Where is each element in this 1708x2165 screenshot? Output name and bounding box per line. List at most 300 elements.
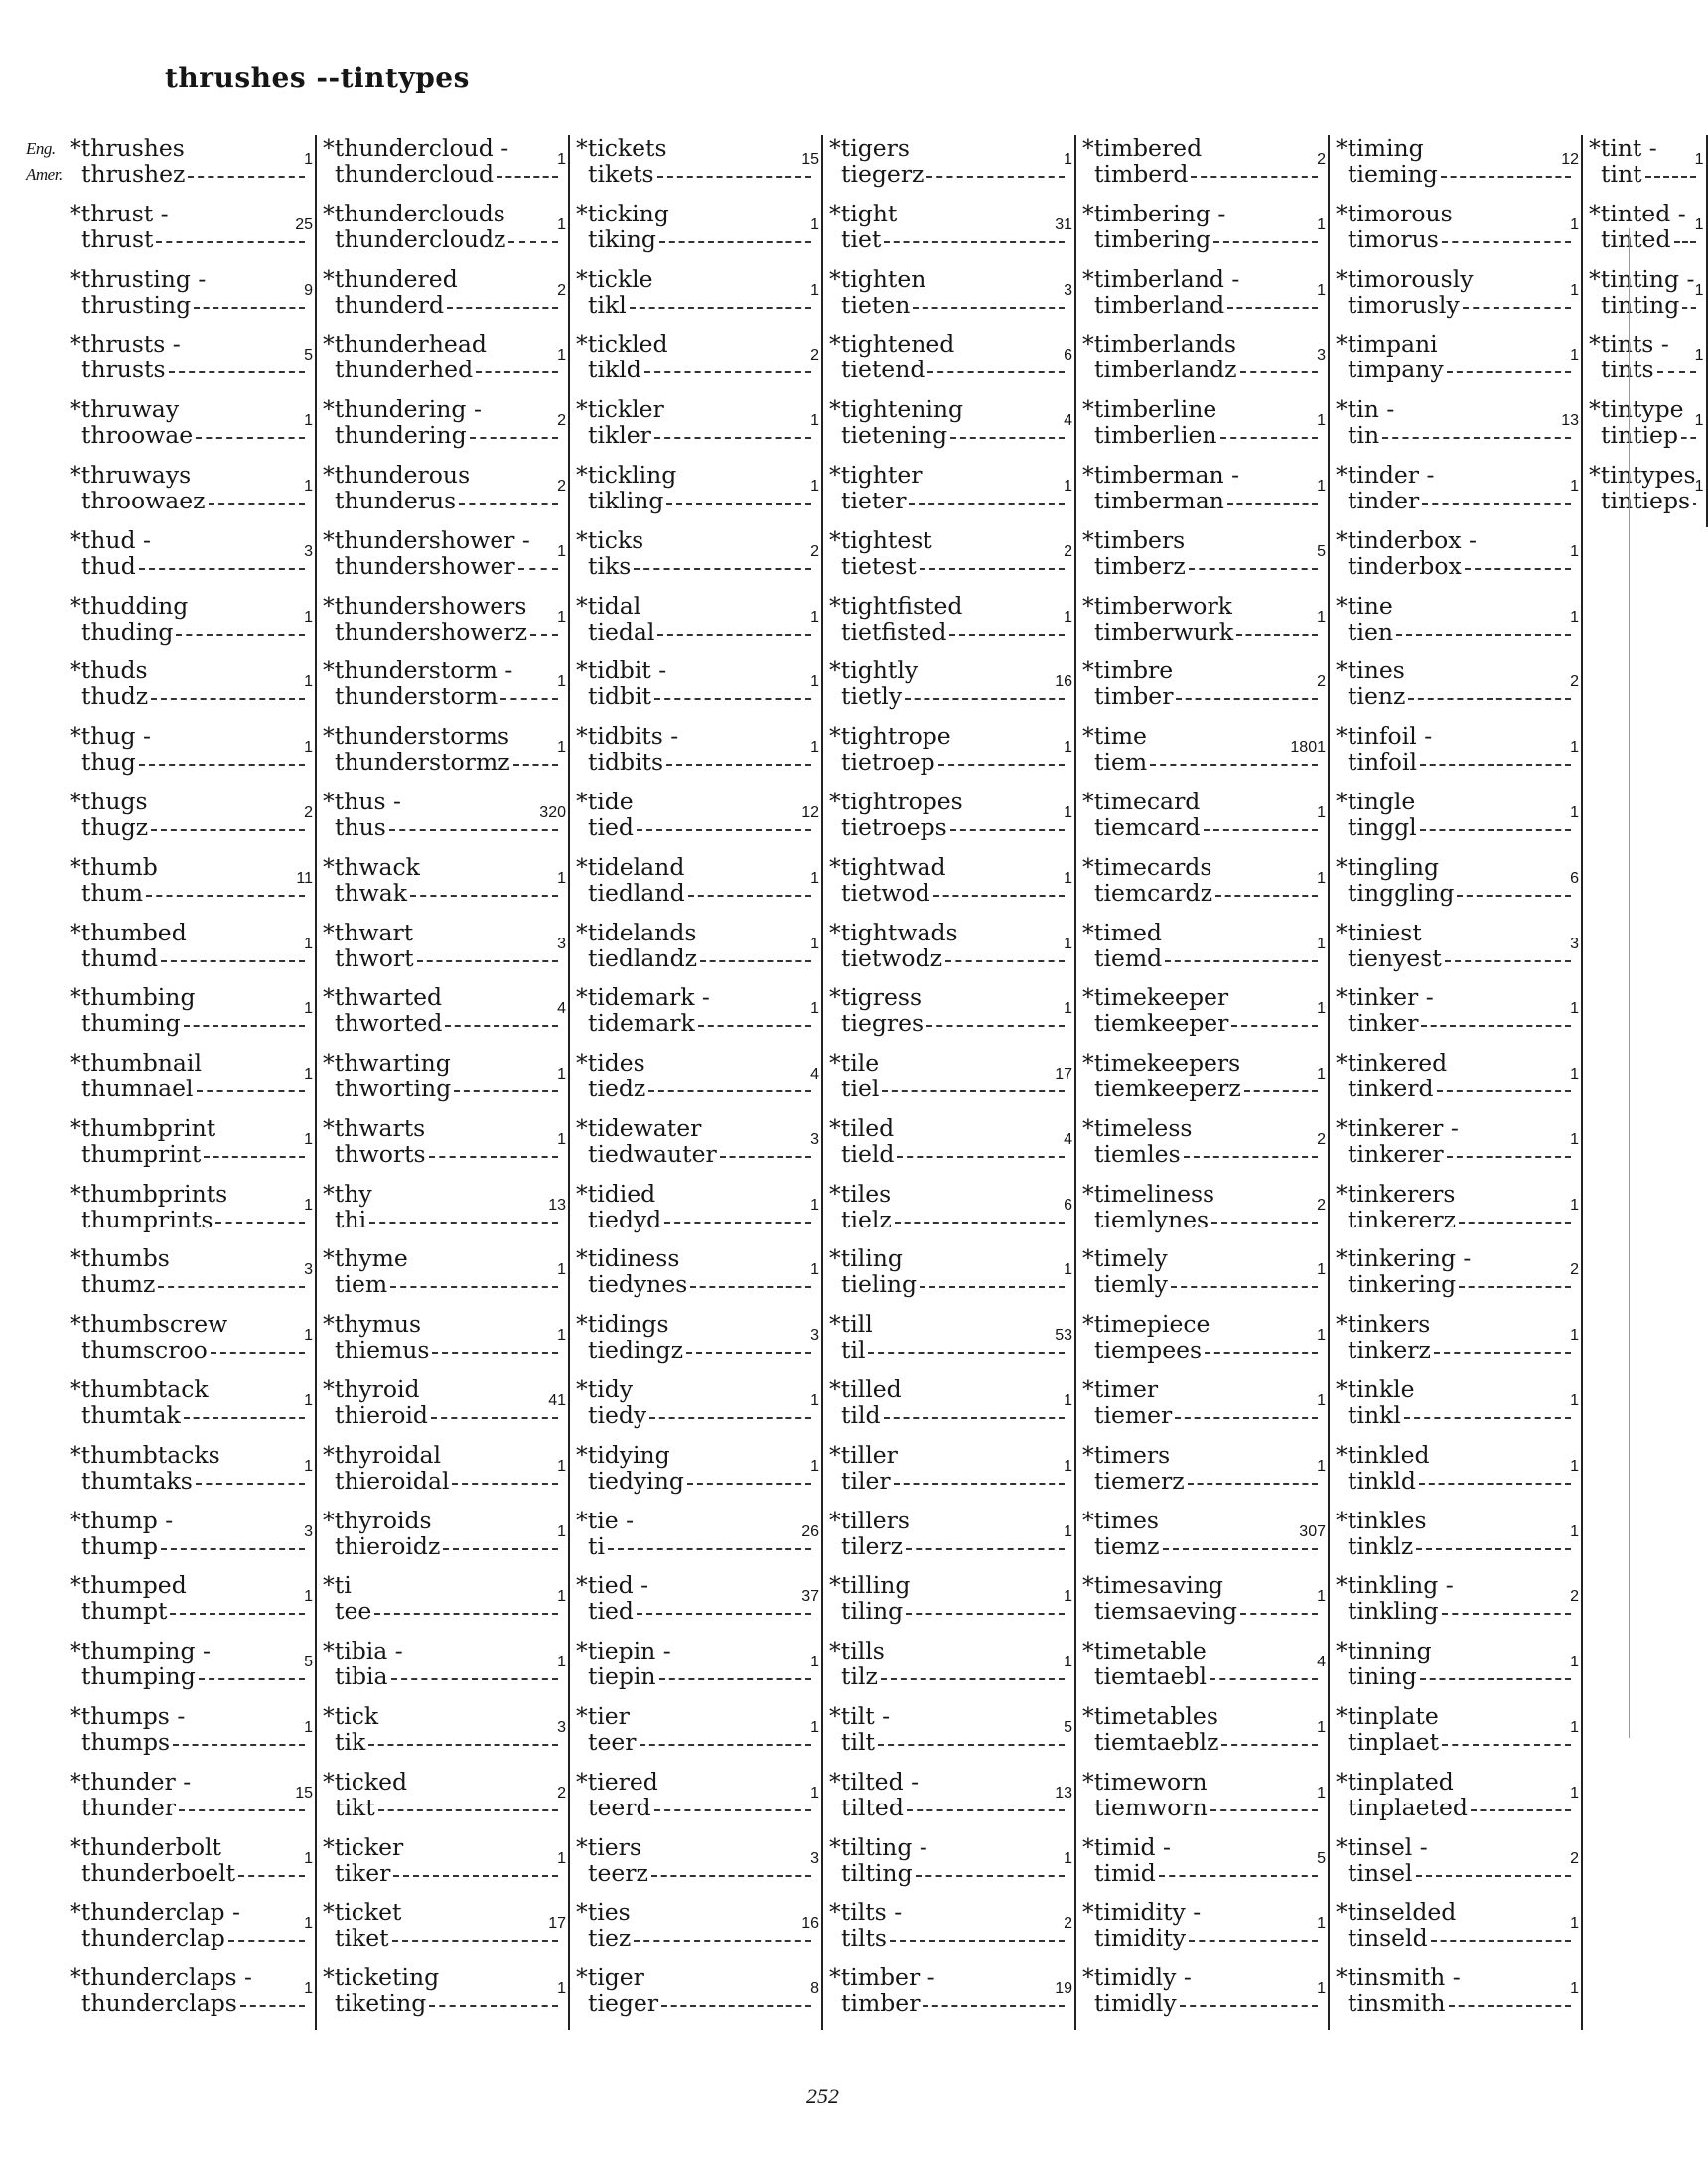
american-spelling-row bbox=[70, 1598, 305, 1624]
dotted-leader bbox=[161, 960, 305, 962]
american-spelling-row bbox=[323, 292, 558, 318]
frequency-count: 3 bbox=[557, 935, 566, 952]
word-entry bbox=[317, 1964, 570, 2030]
english-spelling: *timorously bbox=[1336, 264, 1474, 293]
american-spelling: tinplaet bbox=[1348, 1728, 1440, 1757]
frequency-count: 1 bbox=[1570, 542, 1579, 560]
frequency-count: 1 bbox=[1064, 1392, 1072, 1410]
frequency-count: 1 bbox=[557, 151, 566, 168]
american-spelling: thi bbox=[335, 1205, 367, 1233]
english-spelling: *tiepin - bbox=[576, 1637, 671, 1665]
word-entry bbox=[1076, 1311, 1330, 1376]
american-spelling: tinklz bbox=[1348, 1531, 1414, 1560]
american-spelling: thrusts bbox=[81, 356, 166, 384]
dotted-leader bbox=[657, 176, 811, 178]
american-spelling: tiempees bbox=[1094, 1336, 1203, 1365]
american-spelling: tinderbox bbox=[1348, 551, 1462, 580]
dotted-leader bbox=[634, 1940, 811, 1942]
dotted-leader bbox=[644, 371, 811, 373]
american-spelling: throowaez bbox=[81, 486, 206, 514]
dotted-leader bbox=[654, 1809, 811, 1811]
english-spelling: *timely bbox=[1082, 1244, 1168, 1273]
frequency-count: 1 bbox=[304, 1130, 313, 1148]
american-spelling: timberlien bbox=[1094, 421, 1217, 450]
dotted-leader bbox=[238, 1875, 305, 1877]
dotted-leader bbox=[391, 1678, 558, 1680]
dotted-leader bbox=[657, 634, 811, 636]
word-entry bbox=[1076, 135, 1330, 201]
american-spelling-row bbox=[70, 1010, 305, 1036]
english-spelling: *thumbtack bbox=[70, 1375, 209, 1404]
american-spelling-row bbox=[829, 1990, 1065, 2016]
frequency-count: 8 bbox=[810, 1980, 819, 1998]
frequency-count: 4 bbox=[557, 1000, 566, 1018]
dotted-leader bbox=[1645, 176, 1696, 178]
frequency-count: 16 bbox=[1055, 673, 1072, 691]
english-spelling: *tiles bbox=[829, 1179, 892, 1208]
american-spelling: tinkld bbox=[1348, 1466, 1416, 1495]
frequency-count: 6 bbox=[1064, 1196, 1072, 1214]
dotted-leader bbox=[1465, 568, 1571, 570]
american-spelling-row bbox=[829, 1076, 1065, 1101]
dotted-leader bbox=[1404, 1417, 1571, 1419]
dotted-leader bbox=[378, 1809, 558, 1811]
english-spelling: *thwarting bbox=[323, 1049, 451, 1078]
english-spelling: *timidity - bbox=[1082, 1898, 1202, 1927]
american-spelling-row bbox=[70, 1925, 305, 1950]
dotted-leader bbox=[1422, 503, 1571, 505]
dotted-leader bbox=[648, 1090, 811, 1092]
dotted-leader bbox=[1210, 1809, 1318, 1811]
american-spelling-row bbox=[70, 1402, 305, 1428]
american-spelling: tiemer bbox=[1094, 1401, 1173, 1430]
english-spelling: *tickling bbox=[576, 460, 677, 489]
dotted-leader bbox=[923, 2005, 1065, 2007]
dotted-leader bbox=[907, 1809, 1065, 1811]
american-spelling: tiemcard bbox=[1094, 812, 1201, 841]
english-spelling: *timpani bbox=[1336, 330, 1438, 359]
english-spelling: *tighter bbox=[829, 460, 923, 489]
american-spelling-row bbox=[1082, 1076, 1318, 1101]
american-spelling-row bbox=[70, 161, 305, 187]
word-entry bbox=[823, 1899, 1076, 1964]
english-spelling: *tightfisted bbox=[829, 591, 963, 620]
word-entry bbox=[823, 789, 1076, 854]
american-spelling-row bbox=[1082, 1468, 1318, 1494]
american-spelling: tining bbox=[1348, 1662, 1417, 1691]
word-entry bbox=[64, 1638, 317, 1703]
word-entry bbox=[1330, 1964, 1583, 2030]
english-spelling: *tightwads bbox=[829, 918, 958, 946]
english-spelling: *tints - bbox=[1589, 330, 1669, 359]
frequency-count: 1 bbox=[1570, 1392, 1579, 1410]
american-spelling-row bbox=[323, 1207, 558, 1232]
american-spelling: tiketing bbox=[335, 1989, 427, 2018]
dotted-leader bbox=[1449, 2005, 1571, 2007]
american-spelling: thum bbox=[81, 878, 143, 907]
frequency-count: 41 bbox=[548, 1392, 566, 1410]
word-entry bbox=[317, 1638, 570, 1703]
english-spelling: *thumbscrew bbox=[70, 1310, 228, 1339]
american-spelling: tiemcardz bbox=[1094, 878, 1212, 907]
frequency-count: 12 bbox=[801, 803, 819, 821]
american-spelling-row bbox=[70, 619, 305, 645]
frequency-count: 3 bbox=[304, 1522, 313, 1540]
word-entry bbox=[64, 462, 317, 527]
word-entry bbox=[570, 1703, 823, 1769]
dotted-leader bbox=[1431, 1940, 1571, 1942]
american-spelling: tied bbox=[588, 812, 634, 841]
english-spelling: *tickets bbox=[576, 134, 667, 162]
dotted-leader bbox=[390, 1286, 558, 1288]
word-entry bbox=[1583, 201, 1708, 266]
american-spelling-row bbox=[1336, 1271, 1571, 1297]
frequency-count: 17 bbox=[548, 1915, 566, 1933]
american-spelling-row bbox=[323, 1010, 558, 1036]
frequency-count: 25 bbox=[295, 216, 313, 233]
frequency-count: 1 bbox=[304, 1457, 313, 1475]
american-spelling-row bbox=[323, 1729, 558, 1755]
dotted-leader bbox=[1204, 829, 1318, 831]
english-spelling: *thruways bbox=[70, 460, 192, 489]
frequency-count: 4 bbox=[810, 1066, 819, 1083]
frequency-count: 2 bbox=[1317, 673, 1326, 691]
dotted-leader bbox=[1211, 1222, 1318, 1224]
word-entry bbox=[1076, 1834, 1330, 1900]
english-spelling: *ti bbox=[323, 1571, 352, 1600]
frequency-count: 1 bbox=[1317, 1261, 1326, 1279]
english-spelling: *thrushes bbox=[70, 134, 185, 162]
american-spelling-row bbox=[829, 1925, 1065, 1950]
frequency-count: 1 bbox=[557, 1066, 566, 1083]
frequency-count: 2 bbox=[810, 542, 819, 560]
english-spelling: *timetable bbox=[1082, 1637, 1207, 1665]
american-spelling-row bbox=[323, 814, 558, 840]
frequency-count: 1 bbox=[1317, 1066, 1326, 1083]
american-spelling-row bbox=[1082, 292, 1318, 318]
english-spelling: *tibia - bbox=[323, 1637, 403, 1665]
american-spelling-row bbox=[829, 619, 1065, 645]
american-spelling-row bbox=[323, 683, 558, 709]
dotted-leader bbox=[637, 1613, 811, 1615]
american-spelling: tiedy bbox=[588, 1401, 647, 1430]
english-spelling: *timers bbox=[1082, 1440, 1171, 1469]
english-spelling: *tinplate bbox=[1336, 1702, 1439, 1731]
american-spelling: tintieps bbox=[1601, 486, 1691, 514]
american-spelling-row bbox=[829, 553, 1065, 579]
frequency-count: 13 bbox=[1561, 412, 1579, 430]
american-spelling: thieroidal bbox=[335, 1466, 450, 1495]
word-entry bbox=[64, 723, 317, 789]
dotted-leader bbox=[950, 829, 1065, 831]
dotted-leader bbox=[882, 1090, 1065, 1092]
english-spelling: *tint - bbox=[1589, 134, 1657, 162]
american-spelling: tints bbox=[1601, 356, 1654, 384]
frequency-count: 1 bbox=[810, 412, 819, 430]
english-spelling: *tidewater bbox=[576, 1113, 702, 1142]
frequency-count: 1 bbox=[1570, 281, 1579, 299]
american-spelling-row bbox=[323, 161, 558, 187]
word-entry bbox=[1330, 854, 1583, 920]
english-spelling: *timed bbox=[1082, 918, 1162, 946]
word-entry bbox=[317, 1376, 570, 1442]
word-entry bbox=[1076, 1769, 1330, 1834]
word-entry bbox=[1330, 1834, 1583, 1900]
american-spelling: thudz bbox=[81, 682, 149, 711]
american-spelling-row bbox=[829, 422, 1065, 448]
english-spelling: *timberlands bbox=[1082, 330, 1236, 359]
word-entry bbox=[570, 1508, 823, 1573]
dotted-leader bbox=[184, 1417, 305, 1419]
english-spelling: *tidiness bbox=[576, 1244, 680, 1273]
american-spelling: timidity bbox=[1094, 1924, 1187, 1952]
american-spelling-row bbox=[829, 1663, 1065, 1689]
word-entry bbox=[1330, 1638, 1583, 1703]
american-spelling: timber bbox=[1094, 682, 1174, 711]
american-spelling: tiker bbox=[335, 1858, 391, 1887]
english-spelling: *thundershowers bbox=[323, 591, 527, 620]
word-entry bbox=[823, 984, 1076, 1050]
dotted-leader bbox=[1236, 634, 1318, 636]
american-spelling: tinkering bbox=[1348, 1270, 1457, 1299]
american-spelling-row bbox=[1336, 749, 1571, 775]
word-entry bbox=[823, 266, 1076, 332]
dotted-leader bbox=[1674, 241, 1696, 243]
dotted-leader bbox=[1175, 1417, 1318, 1419]
dotted-leader bbox=[1205, 1352, 1318, 1354]
dotted-leader bbox=[1163, 1548, 1318, 1550]
english-spelling: *tidal bbox=[576, 591, 641, 620]
frequency-count: 1 bbox=[1570, 1522, 1579, 1540]
american-spelling-row bbox=[576, 1076, 811, 1101]
dotted-leader bbox=[909, 503, 1065, 505]
english-spelling: *tin - bbox=[1336, 395, 1395, 424]
frequency-count: 3 bbox=[1317, 347, 1326, 364]
frequency-count: 1 bbox=[557, 542, 566, 560]
frequency-count: 1 bbox=[1570, 216, 1579, 233]
word-entry bbox=[317, 920, 570, 985]
american-spelling-row bbox=[829, 1598, 1065, 1624]
word-entry bbox=[64, 1899, 317, 1964]
english-spelling: *tightest bbox=[829, 525, 932, 554]
dotted-leader bbox=[687, 1483, 811, 1485]
american-spelling: thworts bbox=[335, 1139, 426, 1168]
word-entry bbox=[64, 1442, 317, 1508]
dotted-leader bbox=[1171, 1286, 1318, 1288]
word-entry bbox=[1330, 462, 1583, 527]
american-spelling: tinkerz bbox=[1348, 1336, 1431, 1365]
dotted-leader bbox=[666, 764, 811, 766]
american-spelling-row bbox=[1082, 1337, 1318, 1363]
frequency-count: 1 bbox=[304, 935, 313, 952]
american-spelling-row bbox=[323, 553, 558, 579]
dotted-leader bbox=[916, 1875, 1065, 1877]
word-entry bbox=[823, 527, 1076, 593]
word-entry bbox=[317, 789, 570, 854]
dotted-leader bbox=[950, 437, 1065, 439]
dotted-leader bbox=[890, 1940, 1065, 1942]
word-entry bbox=[1076, 657, 1330, 723]
word-entry bbox=[570, 984, 823, 1050]
english-spelling: *thyroid bbox=[323, 1375, 420, 1404]
frequency-count: 1 bbox=[1317, 1784, 1326, 1802]
english-spelling: *timekeepers bbox=[1082, 1049, 1241, 1078]
frequency-count: 1 bbox=[1570, 1457, 1579, 1475]
english-spelling: *tides bbox=[576, 1049, 645, 1078]
american-spelling: tinkerer bbox=[1348, 1139, 1444, 1168]
frequency-count: 5 bbox=[304, 1654, 313, 1671]
american-spelling-row bbox=[70, 1729, 305, 1755]
word-entry bbox=[1076, 331, 1330, 396]
american-spelling: tiedz bbox=[588, 1075, 646, 1103]
american-spelling-row bbox=[323, 422, 558, 448]
american-spelling-row bbox=[576, 1533, 811, 1559]
english-spelling: *thundering - bbox=[323, 395, 482, 424]
american-spelling-row bbox=[323, 1468, 558, 1494]
english-spelling: *tidying bbox=[576, 1440, 670, 1469]
american-spelling: thuding bbox=[81, 617, 174, 646]
english-spelling: *thuds bbox=[70, 656, 148, 685]
american-spelling: thumz bbox=[81, 1270, 156, 1299]
word-list-grid bbox=[64, 134, 1704, 2030]
frequency-count: 1 bbox=[1694, 347, 1704, 364]
word-entry bbox=[64, 266, 317, 332]
word-entry bbox=[1076, 1245, 1330, 1311]
english-spelling: *thy bbox=[323, 1179, 372, 1208]
dotted-leader bbox=[1447, 1156, 1571, 1158]
american-spelling-row bbox=[829, 749, 1065, 775]
dotted-leader bbox=[1184, 1156, 1318, 1158]
frequency-count: 1 bbox=[1064, 1588, 1072, 1606]
american-spelling: thump bbox=[81, 1531, 159, 1560]
word-entry bbox=[570, 723, 823, 789]
frequency-count: 2 bbox=[1317, 151, 1326, 168]
american-spelling: thunderstormz bbox=[335, 748, 510, 777]
american-spelling-row bbox=[1082, 749, 1318, 775]
american-spelling: tiemz bbox=[1094, 1531, 1160, 1560]
american-spelling: tielz bbox=[841, 1205, 892, 1233]
american-spelling-row bbox=[576, 814, 811, 840]
word-entry bbox=[570, 135, 823, 201]
english-spelling: *tingle bbox=[1336, 787, 1416, 815]
frequency-count: 1 bbox=[1694, 412, 1704, 430]
word-entry bbox=[570, 1899, 823, 1964]
frequency-count: 6 bbox=[1064, 347, 1072, 364]
word-entry bbox=[317, 1181, 570, 1246]
dotted-leader bbox=[417, 960, 558, 962]
american-spelling-row bbox=[70, 357, 305, 382]
american-spelling: tiem bbox=[335, 1270, 388, 1299]
frequency-count: 1 bbox=[557, 608, 566, 626]
american-spelling-row bbox=[1589, 161, 1696, 187]
english-spelling: *tilling bbox=[829, 1571, 911, 1600]
frequency-count: 1 bbox=[1317, 1457, 1326, 1475]
english-spelling: *tidbit - bbox=[576, 656, 667, 685]
dotted-leader bbox=[443, 1548, 558, 1550]
american-spelling-row bbox=[1589, 226, 1696, 252]
english-spelling: *tiller bbox=[829, 1440, 898, 1469]
american-spelling-row bbox=[1336, 1207, 1571, 1232]
word-entry bbox=[1330, 331, 1583, 396]
word-entry bbox=[570, 789, 823, 854]
frequency-count: 2 bbox=[1570, 1849, 1579, 1867]
english-spelling: *tiling bbox=[829, 1244, 903, 1273]
frequency-count: 2 bbox=[1064, 1915, 1072, 1933]
dotted-leader bbox=[1420, 829, 1571, 831]
american-spelling-row bbox=[70, 1533, 305, 1559]
word-entry bbox=[570, 1050, 823, 1115]
american-spelling: thunderclap bbox=[81, 1924, 225, 1952]
frequency-count: 1 bbox=[1064, 739, 1072, 757]
word-entry bbox=[1330, 1376, 1583, 1442]
word-entry bbox=[1583, 396, 1708, 462]
frequency-count: 1 bbox=[1317, 803, 1326, 821]
american-spelling: tiedland bbox=[588, 878, 685, 907]
english-spelling: *tine bbox=[1336, 591, 1393, 620]
word-entry bbox=[570, 1181, 823, 1246]
word-entry bbox=[1330, 135, 1583, 201]
american-spelling: thiemus bbox=[335, 1336, 430, 1365]
dotted-leader bbox=[884, 241, 1065, 243]
english-spelling: *thumb bbox=[70, 852, 158, 881]
american-spelling: thus bbox=[335, 812, 386, 841]
american-spelling: thunderboelt bbox=[81, 1858, 236, 1887]
word-entry bbox=[823, 1834, 1076, 1900]
word-entry bbox=[317, 1508, 570, 1573]
frequency-count: 1 bbox=[810, 869, 819, 887]
english-spelling: *thugs bbox=[70, 787, 148, 815]
american-spelling-row bbox=[1082, 1141, 1318, 1167]
american-spelling-row bbox=[70, 1663, 305, 1689]
dotted-leader bbox=[1442, 241, 1571, 243]
american-spelling-row bbox=[323, 1533, 558, 1559]
english-spelling: *tinkers bbox=[1336, 1310, 1431, 1339]
dotted-leader bbox=[204, 1156, 305, 1158]
american-spelling: tieling bbox=[841, 1270, 918, 1299]
dotted-leader bbox=[1159, 1875, 1318, 1877]
english-spelling: *tightly bbox=[829, 656, 919, 685]
american-spelling: ti bbox=[588, 1531, 605, 1560]
dotted-leader bbox=[920, 1286, 1065, 1288]
american-spelling: thumscroo bbox=[81, 1336, 208, 1365]
american-spelling-row bbox=[323, 1795, 558, 1820]
english-spelling: *tickled bbox=[576, 330, 668, 359]
american-spelling-row bbox=[1336, 292, 1571, 318]
american-spelling-row bbox=[1336, 1533, 1571, 1559]
english-spelling: *timorous bbox=[1336, 199, 1453, 227]
frequency-count: 5 bbox=[1317, 1849, 1326, 1867]
american-spelling: thwort bbox=[335, 943, 414, 972]
word-entry bbox=[823, 920, 1076, 985]
american-spelling: timberz bbox=[1094, 551, 1186, 580]
word-entry bbox=[1076, 1899, 1330, 1964]
american-spelling-row bbox=[70, 1141, 305, 1167]
frequency-count: 1 bbox=[810, 739, 819, 757]
word-entry bbox=[317, 1245, 570, 1311]
american-spelling: thunderus bbox=[335, 486, 457, 514]
dotted-leader bbox=[920, 568, 1065, 570]
frequency-count: 11 bbox=[296, 869, 313, 887]
dotted-leader bbox=[146, 895, 305, 897]
american-spelling: thieroid bbox=[335, 1401, 428, 1430]
frequency-count: 1 bbox=[1064, 1849, 1072, 1867]
american-spelling-row bbox=[1336, 422, 1571, 448]
dotted-leader bbox=[240, 2005, 305, 2007]
english-spelling: *tillers bbox=[829, 1506, 910, 1534]
word-entry bbox=[1330, 920, 1583, 985]
dotted-leader bbox=[215, 1222, 305, 1224]
word-entry bbox=[570, 920, 823, 985]
